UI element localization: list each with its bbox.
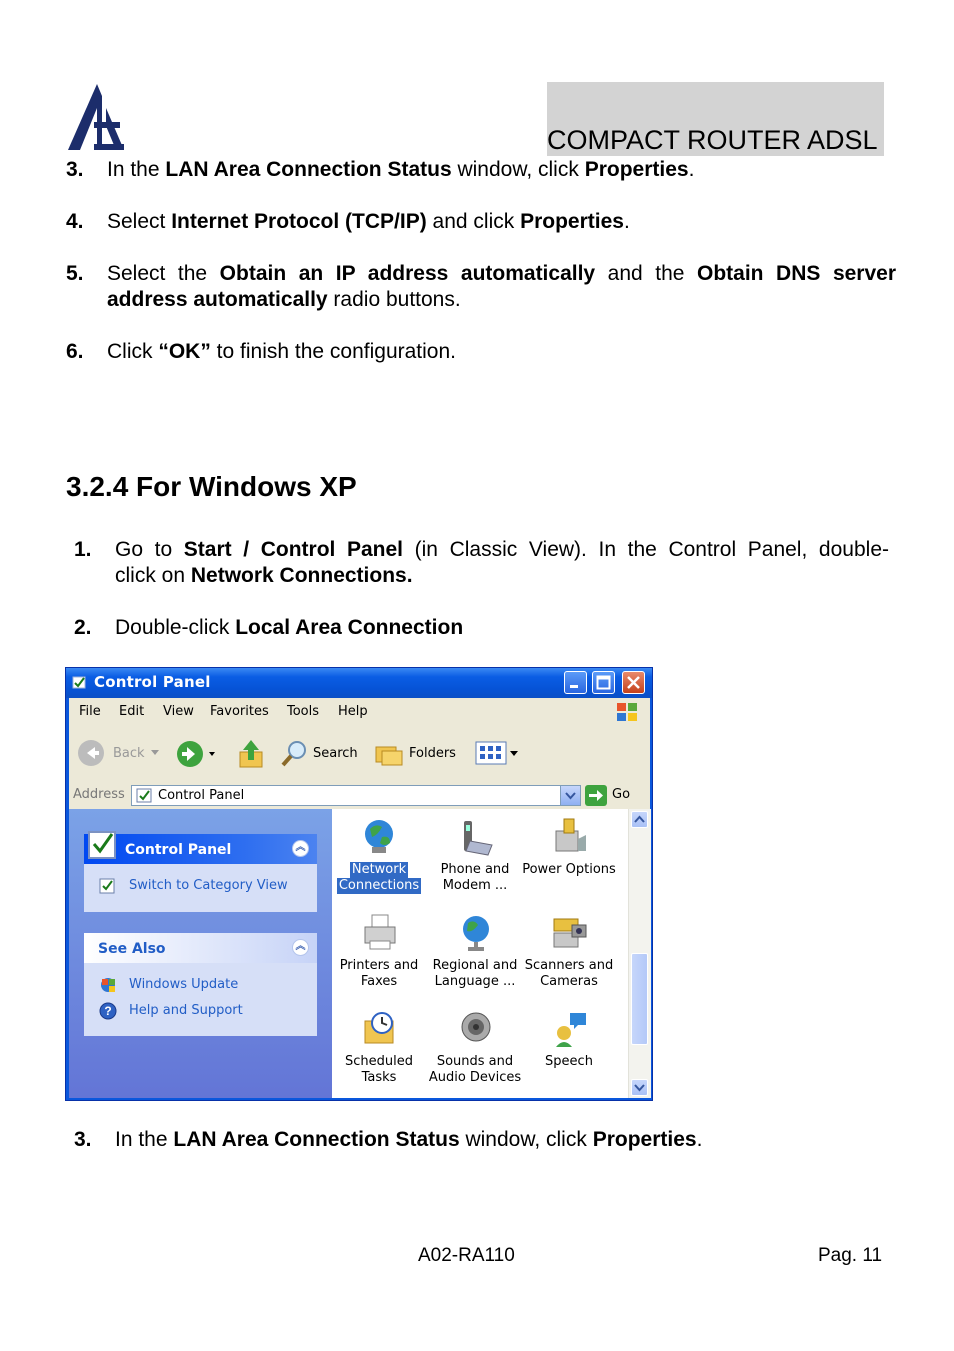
footer-page-number: Pag. 11 xyxy=(818,1245,883,1266)
control-panel-task-box xyxy=(84,834,317,912)
section-title: 3.2.4 For Windows XP xyxy=(66,471,357,502)
printer-icon xyxy=(362,913,398,953)
maximize-button[interactable] xyxy=(592,671,615,694)
chevron-down-icon xyxy=(632,1080,647,1095)
menu-bar xyxy=(69,698,650,727)
power-options-icon xyxy=(552,817,588,857)
go-button[interactable]: Go xyxy=(585,784,645,807)
close-button[interactable] xyxy=(622,671,645,694)
speaker-icon xyxy=(458,1009,494,1049)
scanner-camera-icon xyxy=(552,913,588,953)
maximize-icon xyxy=(593,672,614,693)
menu-edit[interactable]: Edit xyxy=(119,704,145,719)
see-also-box xyxy=(84,933,317,1036)
address-input[interactable] xyxy=(131,785,581,806)
task-pane xyxy=(69,809,332,1098)
address-bar xyxy=(69,782,650,809)
views-button[interactable] xyxy=(475,740,521,766)
control-panel-icon xyxy=(86,826,122,862)
windows-update-link[interactable]: Windows Update xyxy=(129,977,239,992)
footer-doc-code: A02-RA110 xyxy=(418,1245,515,1266)
chevron-up-icon xyxy=(632,812,647,827)
switch-view-icon xyxy=(99,878,119,896)
task-box-header[interactable] xyxy=(84,834,317,864)
chevron-down-icon xyxy=(151,750,159,756)
address-label: Address xyxy=(73,787,125,802)
minimize-button[interactable] xyxy=(564,671,587,694)
chevron-down-icon xyxy=(561,786,580,805)
folders-button[interactable]: Folders xyxy=(374,736,462,770)
address-dropdown-button[interactable] xyxy=(560,786,580,805)
control-panel-items: Network Connections Phone and Modem ... Power Options Printers and Faxes Regional and Language ... Scanners and Cameras Scheduled Tasks Sounds and Audio Devices Speech xyxy=(332,809,628,1098)
company-logo xyxy=(66,82,126,150)
collapse-chevron-icon[interactable]: ︽ xyxy=(292,840,309,857)
menu-tools[interactable]: Tools xyxy=(287,704,320,719)
step-1-xp: 1. Go to Start / Control Panel (in Classic View). In the Control Panel, double- click on Network Connections. xyxy=(74,538,889,587)
switch-category-view-link[interactable]: Switch to Category View xyxy=(129,878,288,893)
go-arrow-icon xyxy=(585,785,607,806)
task-box-title: Control Panel xyxy=(125,842,232,858)
folders-icon xyxy=(374,739,404,767)
search-icon xyxy=(280,738,310,768)
menu-file[interactable]: File xyxy=(79,704,101,719)
control-panel-icon xyxy=(72,675,87,690)
header-title: COMPACT ROUTER ADSL xyxy=(547,125,878,155)
control-panel-icon xyxy=(136,788,153,804)
menu-help[interactable]: Help xyxy=(338,704,368,719)
see-also-header[interactable] xyxy=(84,933,317,963)
scroll-thumb[interactable] xyxy=(631,953,648,1045)
scroll-up-button[interactable] xyxy=(631,811,648,828)
scheduled-tasks-icon xyxy=(362,1009,398,1049)
window-title: Control Panel xyxy=(94,673,211,691)
search-button[interactable]: Search xyxy=(280,736,362,770)
back-arrow-icon xyxy=(77,739,105,767)
vertical-scrollbar[interactable] xyxy=(628,809,651,1098)
see-also-title: See Also xyxy=(98,941,166,957)
back-button[interactable]: Back xyxy=(77,736,162,770)
windows-update-icon xyxy=(99,976,119,994)
window-titlebar[interactable] xyxy=(66,668,652,698)
scroll-down-button[interactable] xyxy=(631,1079,648,1096)
collapse-chevron-icon[interactable]: ︽ xyxy=(292,939,309,956)
close-icon xyxy=(623,672,644,693)
address-value: Control Panel xyxy=(158,788,245,803)
minimize-icon xyxy=(565,672,586,693)
network-connections-icon xyxy=(362,817,398,857)
help-support-link[interactable]: Help and Support xyxy=(129,1003,243,1018)
speech-icon xyxy=(552,1009,588,1049)
windows-flag-icon xyxy=(609,700,645,724)
svg-text:?: ? xyxy=(104,1004,112,1018)
control-panel-window xyxy=(65,667,653,1101)
forward-button[interactable] xyxy=(176,739,216,769)
phone-modem-icon xyxy=(458,817,494,857)
help-icon xyxy=(99,1002,119,1020)
up-folder-icon[interactable] xyxy=(237,738,267,770)
toolbar xyxy=(69,726,650,783)
menu-favorites[interactable]: Favorites xyxy=(210,704,269,719)
menu-view[interactable]: View xyxy=(163,704,194,719)
globe-icon xyxy=(458,913,494,953)
step-5-top: 5. Select the Obtain an IP address automatically and the Obtain DNS server address automatically radio buttons. xyxy=(66,262,896,311)
